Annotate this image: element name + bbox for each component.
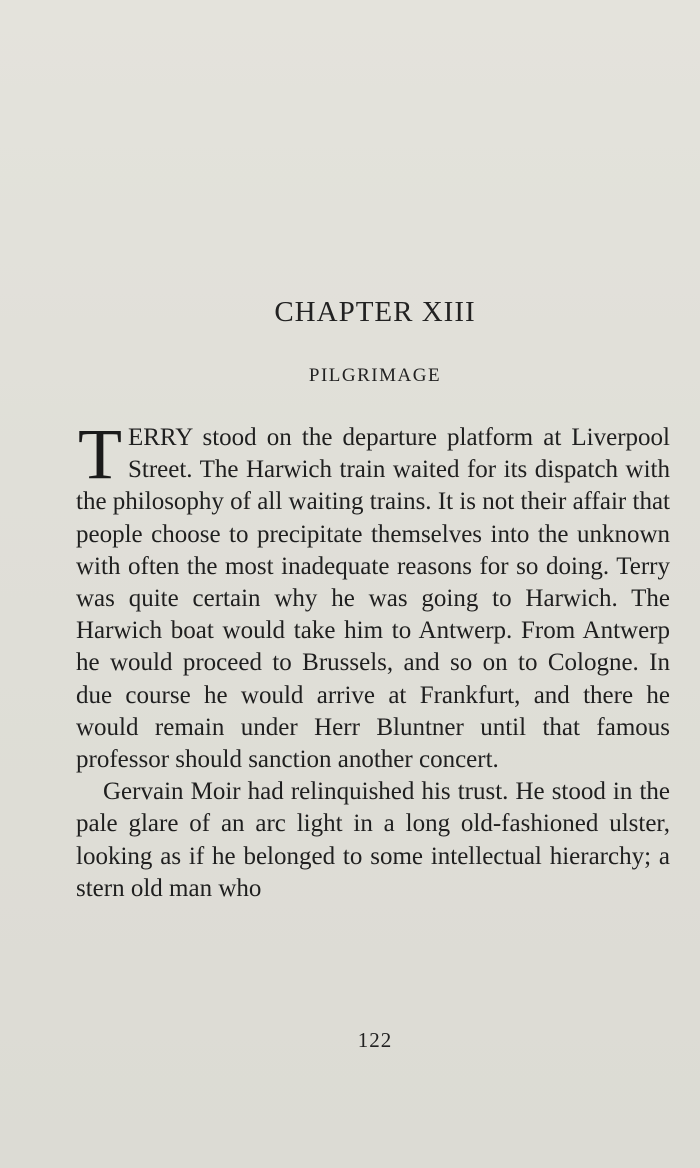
chapter-subtitle: PILGRIMAGE <box>308 365 442 386</box>
paragraph: Gervain Moir had relinquished his trust. He stood in the pale glare of an arc light in a long old-fashioned ulster, looking as if he belonged to some intellectual hierarchy; a stern old man who <box>76 778 670 902</box>
chapter-body <box>76 414 670 905</box>
drop-cap: T <box>78 414 122 494</box>
chapter-title: CHAPTER XIII <box>274 296 476 328</box>
page-number: 122 <box>357 1028 393 1052</box>
paragraph-text: ERRY stood on the departure platform at Liverpool Street. The Harwich train waited for its dispatch with the philosophy of all waiting trains. It is not their affair that people choose to precipitate themselves into the unknown with often the most inadequate reasons for so doing. Terry was quite certain why he was going to Harwich. The Harwich boat would take him to Antwerp. From Antwerp he would proceed to Brussels, and so on to Cologne. In due course he would arrive at Frankfurt, and there he would remain under Herr Bluntner until that famous professor should sanction another concert. <box>76 424 670 774</box>
paragraph <box>76 414 670 776</box>
